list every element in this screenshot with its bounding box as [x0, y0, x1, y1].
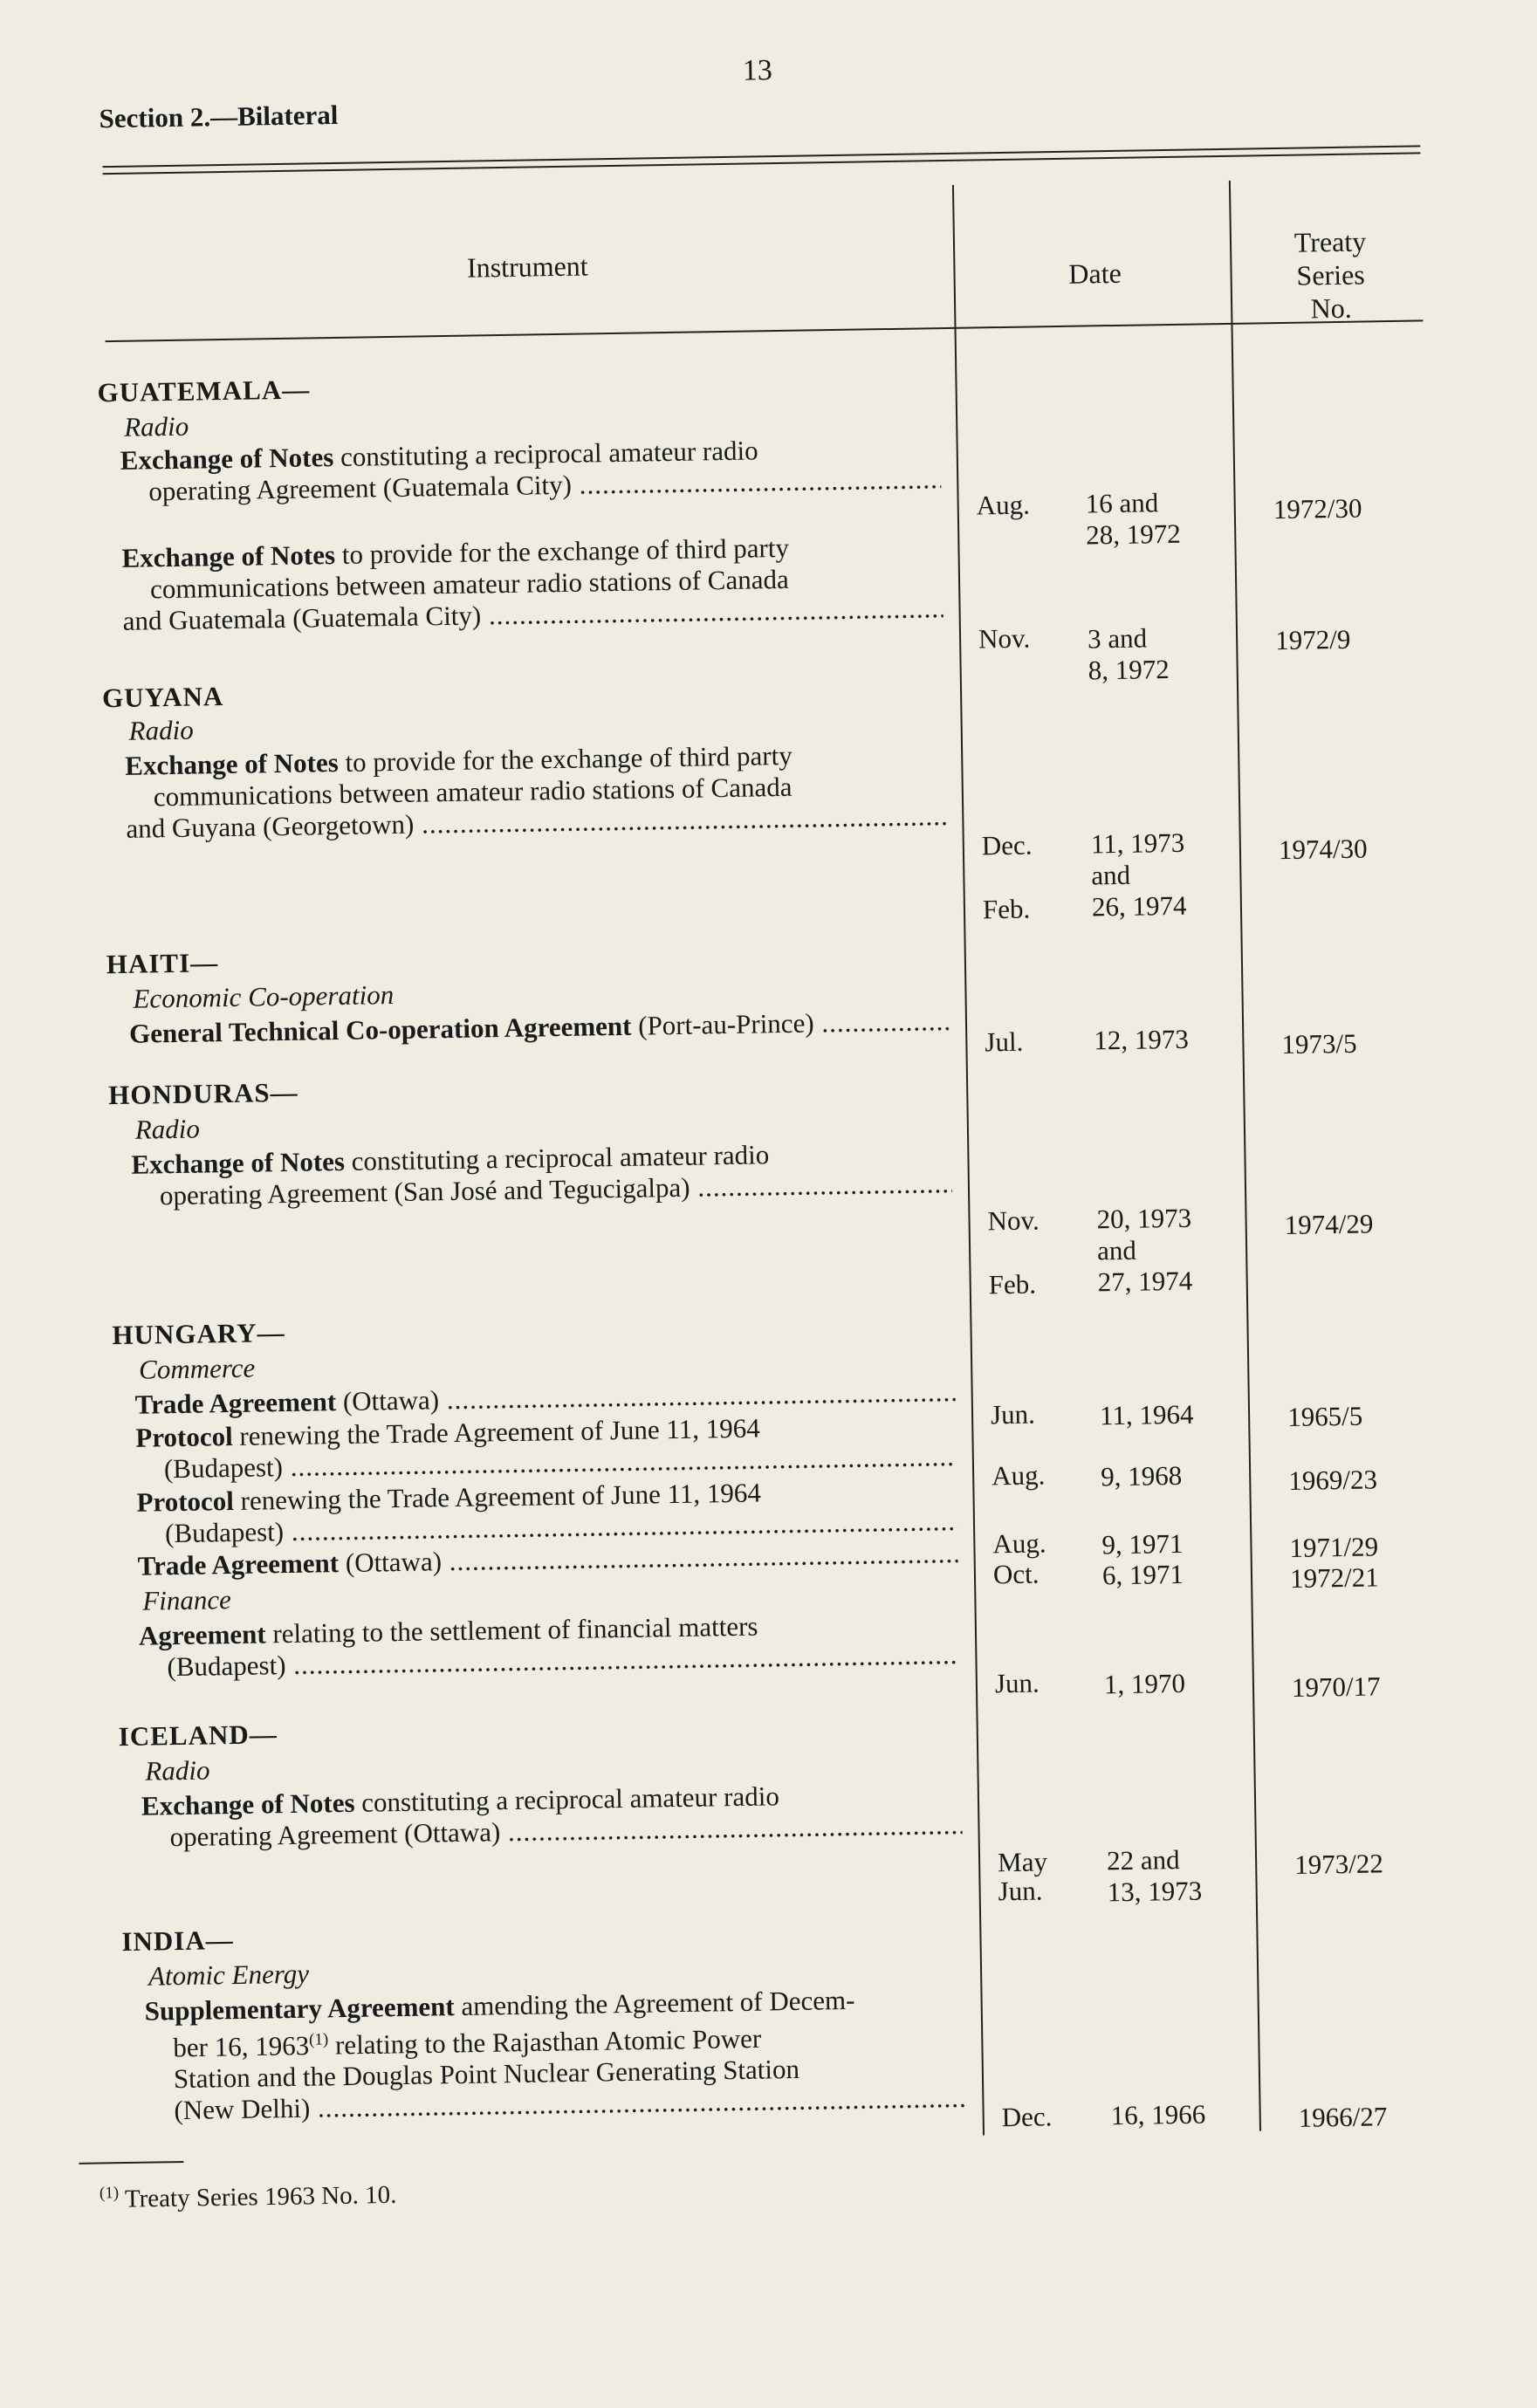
entry-india-1: Supplementary Agreement amending the Agreement of Decem- ber 16, 1963$^{(1)}$ relating to the Rajasthan Atomic Power Station and the Douglas Point Nuclear Generating Station (New Delhi) ..... [144, 1983, 966, 2127]
entry-honduras-1: Exchange of Notes constituting a reciprocal amateur radio operating Agreement (San José and Tegucigalpa) ..... [131, 1136, 952, 1212]
treaty-series-no: 1972/30 [1273, 492, 1362, 525]
date-day: 6, 1971 [1101, 1558, 1184, 1591]
subhead-atomic-energy: Atomic Energy [148, 1958, 310, 1992]
treaty-series-no: 1973/5 [1281, 1027, 1357, 1060]
treaty-series-no: 1969/23 [1288, 1464, 1378, 1496]
entry-iceland-1: Exchange of Notes constituting a reciprocal amateur radio operating Agreement (Ottawa) ..... [141, 1778, 963, 1854]
footnote-rule [79, 2161, 183, 2164]
date-month: Oct. [992, 1558, 1040, 1590]
subhead-radio: Radio [134, 1113, 201, 1145]
date-month: Jun. [990, 1398, 1036, 1430]
date-day: 11, 1973 and 26, 1974 [1090, 827, 1187, 923]
entry-hungary-4: Trade Agreement (Ottawa) ..... [137, 1538, 957, 1582]
country-hungary: HUNGARY— [112, 1317, 285, 1351]
date-month: Dec. [981, 829, 1033, 861]
date-month: Feb. [988, 1268, 1037, 1300]
date-day: 12, 1973 [1094, 1023, 1190, 1056]
subhead-radio: Radio [145, 1754, 210, 1787]
date-day: 11, 1964 [1099, 1398, 1194, 1431]
column-rule-treaty [1229, 181, 1261, 2131]
date-day: 20, 1973 and 27, 1974 [1096, 1202, 1193, 1298]
date-day: 3 and 8, 1972 [1087, 622, 1170, 686]
treaty-series-no: 1973/22 [1293, 1848, 1384, 1880]
treaty-series-no: 1972/9 [1274, 623, 1351, 656]
entry-guatemala-2: Exchange of Notes to provide for the exchange of third party communications between amateur radio stations of Canada and Guatemala (Guatemala City) ..... [121, 530, 943, 637]
entry-hungary-2: Protocol renewing the Trade Agreement of June 11, 1964 (Budapest) ..... [135, 1410, 957, 1485]
column-rule-date [952, 185, 985, 2136]
date-month: Dec. [1001, 2101, 1053, 2133]
section-title: Section 2.—Bilateral [99, 99, 339, 134]
header-bottom-rule [106, 319, 1424, 342]
date-day: 16 and 28, 1972 [1085, 487, 1182, 551]
country-india: INDIA— [121, 1924, 234, 1958]
date-day: 9, 1971 [1101, 1527, 1184, 1561]
subhead-radio: Radio [123, 410, 189, 442]
country-guyana: GUYANA [101, 681, 224, 714]
header-date: Date [1068, 257, 1122, 290]
treaty-series-no: 1974/29 [1284, 1208, 1374, 1241]
date-month: Jun. [994, 1667, 1040, 1699]
page-number: 13 [742, 54, 773, 87]
date-month: Feb. [982, 893, 1031, 925]
entry-hungary-5: Agreement relating to the settlement of financial matters (Budapest) ..... [139, 1608, 960, 1684]
subhead-economic-cooperation: Economic Co-operation [133, 979, 395, 1014]
subhead-commerce: Commerce [138, 1352, 256, 1385]
treaty-series-no: 1966/27 [1298, 2101, 1388, 2133]
country-guatemala: GUATEMALA— [97, 374, 311, 408]
date-month: Nov. [978, 622, 1031, 655]
country-honduras: HONDURAS— [107, 1076, 298, 1111]
country-haiti: HAITI— [106, 947, 219, 980]
date-day: 16, 1966 [1110, 2098, 1206, 2131]
date-month: Aug. [992, 1527, 1046, 1560]
treaty-series-no: 1971/29 [1289, 1531, 1379, 1563]
treaty-series-no: 1970/17 [1291, 1671, 1381, 1703]
date-month: Jul. [985, 1026, 1024, 1058]
subhead-radio: Radio [128, 714, 194, 746]
footnote: $^{(1)}$ Treaty Series 1963 No. 10. [99, 2180, 397, 2213]
date-month: Aug. [991, 1459, 1046, 1492]
entry-haiti-1: General Technical Co-operation Agreement (Port-au-Prince) ..... [129, 1005, 950, 1050]
date-day: 9, 1968 [1100, 1459, 1183, 1492]
date-month: Aug. [976, 489, 1031, 521]
country-iceland: ICELAND— [118, 1719, 278, 1753]
entry-guyana-1: Exchange of Notes to provide for the exchange of third party communications between amateur radio stations of Canada and Guyana (Georgetown) ..... [125, 737, 947, 845]
subhead-finance: Finance [142, 1584, 232, 1616]
header-treaty-series: Treaty Series No. [1293, 225, 1367, 325]
date-month: Jun. [998, 1875, 1043, 1907]
date-day: 22 and 13, 1973 [1106, 1844, 1203, 1908]
date-month: May [997, 1846, 1048, 1878]
header-instrument: Instrument [466, 250, 588, 284]
entry-hungary-1: Trade Agreement (Ottawa) ..... [134, 1376, 955, 1421]
date-month: Nov. [987, 1204, 1040, 1237]
treaty-series-no: 1974/30 [1278, 833, 1368, 866]
treaty-series-no: 1965/5 [1287, 1400, 1363, 1433]
entry-guatemala-1: Exchange of Notes constituting a reciprocal amateur radio operating Agreement (Guatemala City) ..... [120, 432, 941, 508]
treaty-series-no: 1972/21 [1289, 1561, 1379, 1594]
date-day: 1, 1970 [1103, 1667, 1186, 1700]
entry-hungary-3: Protocol renewing the Trade Agreement of June 11, 1964 (Budapest) ..... [136, 1474, 957, 1550]
